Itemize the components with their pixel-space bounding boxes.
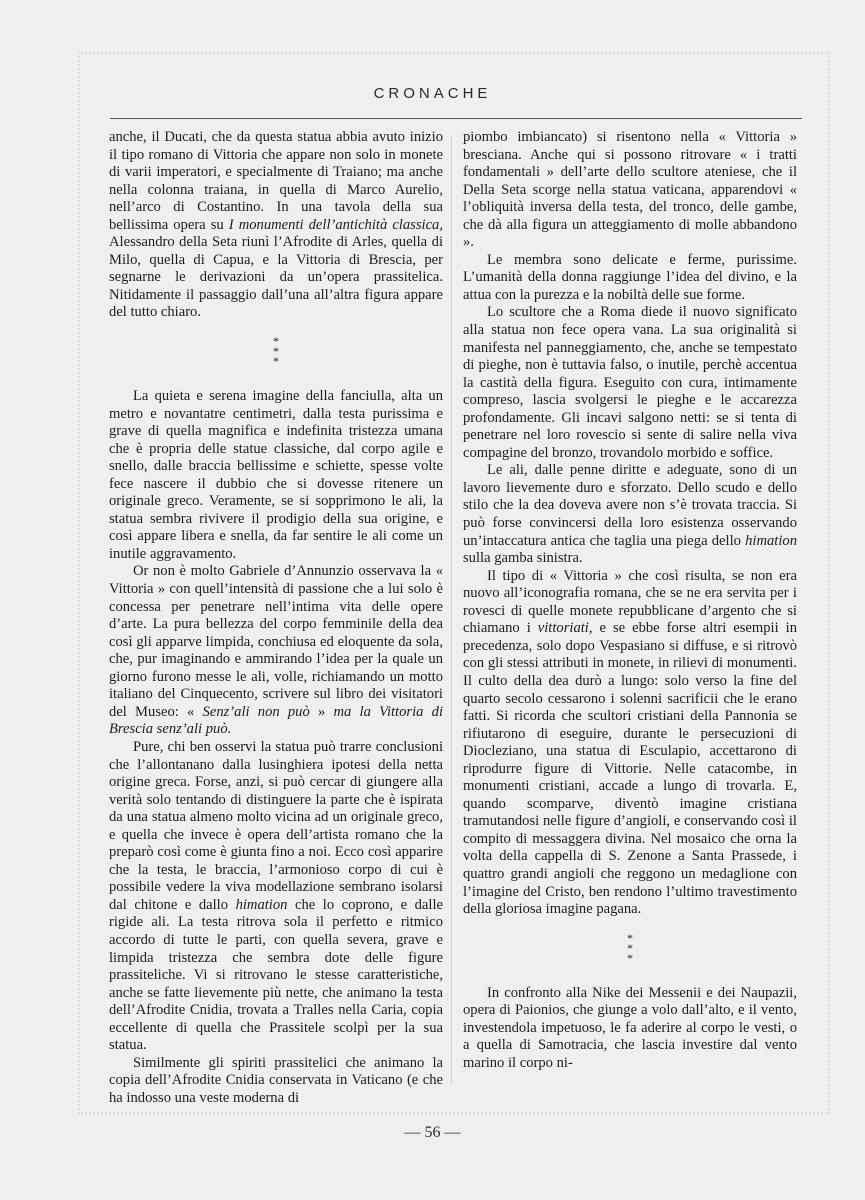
- paragraph: Le membra sono delicate e ferme, purissime. L’umanità della donna raggiunge l’idea del divino, e la attua con la purezza e la nobiltà delle sue forme.: [463, 251, 797, 303]
- column-divider: [451, 135, 452, 1085]
- running-title: CRONACHE: [373, 85, 492, 102]
- header-rule: [110, 118, 802, 119]
- page-number: — 56 —: [404, 1124, 461, 1141]
- left-column: [109, 129, 443, 1107]
- paragraph: La quieta e serena imagine della fanciulla, alta un metro e novantatre centimetri, dalla testa purissima e grave di quella magnifica e indefinita tristezza umana che è propria delle statue classiche, dal corpo agile e snello, dalle braccia bellissime e schiette, spesse volte fece nascere il dubbio che si dovesse ritenere un originale greco. Veramente, se si sopprimono le ali, la statua sembra rivivere il prodigio della sua origine, e così appare libera e snella, da far sentire le ali come un inutile aggravamento.: [109, 388, 443, 562]
- paragraph: Or non è molto Gabriele d’Annunzio osservava la « Vittoria » con quell’intensità di passione che a lui solo è concessa per penetrare nell’intima vita delle opere d’arte. La pura bellezza del corpo femminile della dea così gli apparve limpida, conchiusa ed eloquente da sola, che, pur imaginando e ammirando l’idea per la quale un giorno furono messe le ali, volle, richiamando un motto italiano del Cinquecento, scrivere sul libro dei visitatori del Museo: « Senz’ali non può » ma la Vittoria di Brescia senz’ali può.: [109, 563, 443, 738]
- paragraph: In confronto alla Nike dei Messenii e dei Naupazii, opera di Paionios, che giunge a volo dall’alto, e il vento, investendola impetuoso, le fa aderire al corpo le vesti, o a quella di Samotracia, che lascia investire dal vento marino il corpo ni-: [463, 984, 797, 1071]
- paragraph: Pure, chi ben osservi la statua può trarre conclusioni che l’allontanano dalla lusinghiera ipotesi della netta origine greca. Forse, anzi, si può cercar di giungere alla verità solo tentando di distinguere la parte che è ispirata da una statua almeno molto vicina ad un originale greco, e quella che invece è opera dell’artista romano che la preparò così come è giunta fino a noi. Ecco così apparire che la testa, le braccia, l’armonioso corpo di cui è possibile vedere la viva modellazione sembrano isolarsi dal chitone e dallo himation che lo coprono, e dalle rigide ali. La testa ritrova sola il perfetto e ritmico accordo di tutte le parti, con quella severa, grave e limpida tristezza che sembra dote delle figure prassiteliche. Vi si ritrovano le stesse caratteristiche, anche se fatte lievemente più nette, che animano la testa dell’Afrodite Cnidia, trovata a Tralles nella Caria, copia eccellente di quella che Prassitele scolpì per la sua statua.: [109, 738, 443, 1054]
- right-column: [463, 129, 797, 1072]
- paragraph: Lo scultore che a Roma diede il nuovo significato alla statua non fece opera vana. La sua originalità si manifesta nel panneggiamento, che, anche se tempestato di pieghe, non è tuttavia falso, o inutile, perchè accentua la castità della figura. Eseguito con cura, intimamente compreso, lascia svolgersi le pieghe e le accarezza profondamente. Gli incavi salgono netti: se si tenta di penetrare nel loro rovescio si sente di salire nella viva compagine del bronzo, trovandolo morbido e soffice.: [463, 304, 797, 461]
- paragraph: anche, il Ducati, che da questa statua abbia avuto inizio il tipo romano di Vittoria che appare non solo in monete di varii imperatori, e specialmente di Traiano; ma anche nella colonna traiana, in quella di Marco Aurelio, nell’arco di Costantino. In una tavola della sua bellissima opera su I monumenti dell’antichità classica, Alessandro della Seta riunì l’Afrodite di Arles, quella di Milo, quella di Capua, e la Vittoria di Brescia, per segnarne le derivazioni da un’opera prassitelica. Nitidamente il passaggio dall’una all’altra figura appare del tutto chiaro.: [109, 129, 443, 321]
- asterism: * * *: [627, 930, 633, 965]
- paragraph: Il tipo di « Vittoria » che così risulta, se non era nuovo all’iconografia romana, che se ne era servita per i rovesci di quelle monete repubblicane d’argento che si chiamano i vittoriati, e se ebbe forse altri esempii in precedenza, solo dopo Vespasiano si diffuse, e si ritrovò con gli stessi attributi in monete, in rilievi di monumenti. Il culto della dea durò a lungo: solo verso la fine del quarto secolo cessarono i solenni sacrificii che le erano fatti. Si ricorda che scultori cristiani della Pannonia se rifiutarono di eseguire, durante le persecuzioni di Diocleziano, una statua di Esculapio, accettarono di riprodurre figure di Vittorie. Nelle catacombe, in monumenti cristiani, accade a lungo di trovarla. E, quando scomparve, diventò imagine cristiana tramutandosi nelle figure d’angioli, e conservando così il compito di messaggera divina. Nel mosaico che orna la volta della cappella di S. Zenone a Santa Prassede, i quattro grandi angioli che reggono un medaglione con l’imagine del Cristo, ben rendono l’ultimo travestimento della gloriosa imagine pagana.: [463, 567, 797, 918]
- asterism: * * *: [273, 334, 279, 369]
- paragraph: Similmente gli spiriti prassitelici che animano la copia dell’Afrodite Cnidia conservata in Vaticano (e che ha indosso una veste moderna di: [109, 1054, 443, 1106]
- paragraph: Le ali, dalle penne diritte e adeguate, sono di un lavoro lievemente duro e sforzato. Dello scudo e dello stilo che la dea doveva avere non s’è trovata traccia. Si può forse convincersi della loro esistenza osservando un’intaccatura antica che taglia una piega dello himation sulla gamba sinistra.: [463, 462, 797, 567]
- paragraph: piombo imbiancato) si risentono nella « Vittoria » bresciana. Anche qui si possono ritrovare « i tratti fondamentali » dell’arte dello scultore ateniese, che il Della Seta scorge nella statua vaticana, apparendovi « l’obliquità inversa della testa, del tronco, delle gambe, che dà alla figura un atteggiamento di molle abbandono ».: [463, 129, 797, 251]
